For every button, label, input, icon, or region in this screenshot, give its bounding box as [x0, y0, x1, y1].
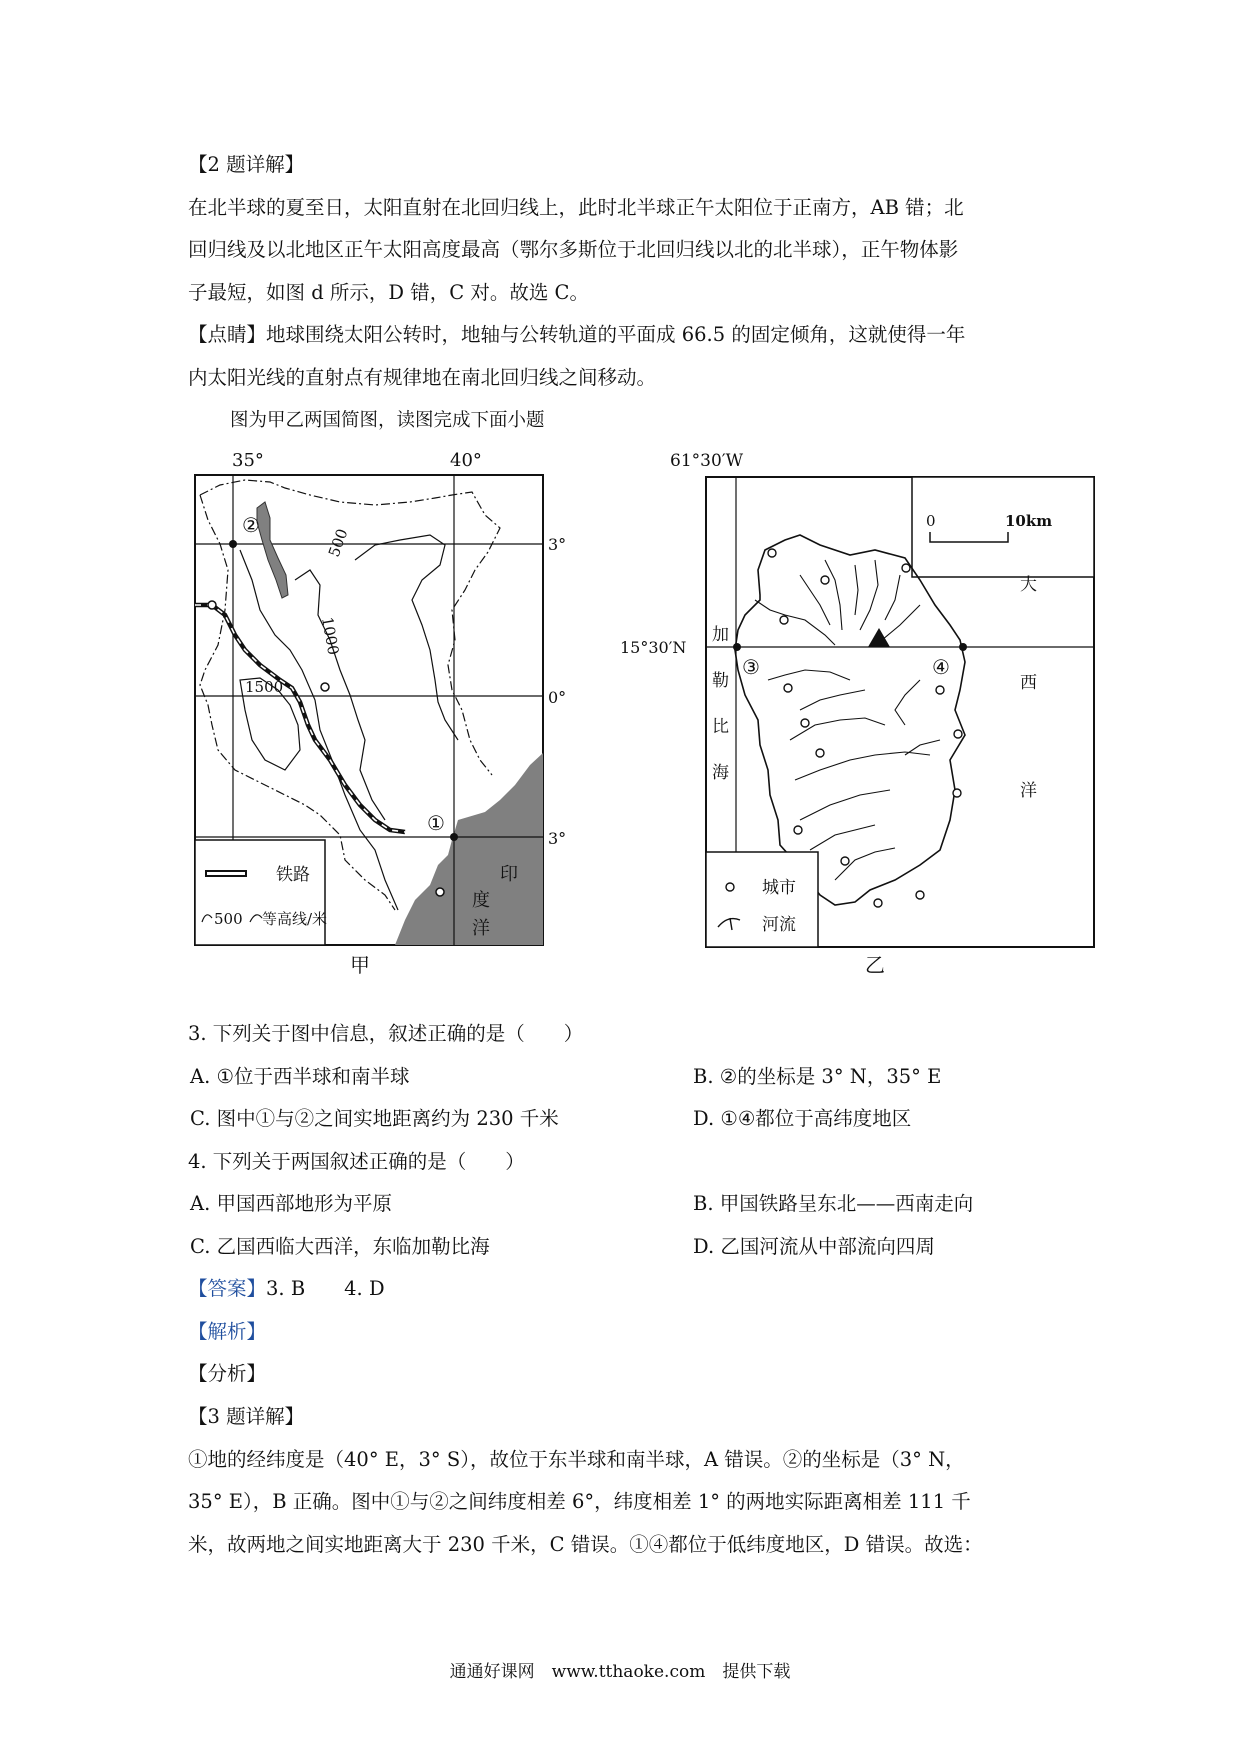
- yi-legend-river: 河流: [762, 915, 796, 935]
- yi-city: [954, 730, 962, 738]
- q3-option-c: C. 图中①与②之间实地距离约为 230 千米: [190, 1107, 559, 1130]
- yi-rivers: [768, 670, 940, 880]
- q3-option-b: B. ②的坐标是 3° N，35° E: [693, 1065, 942, 1088]
- jia-lat-label: 0°: [548, 688, 567, 707]
- yi-point-4-marker: [959, 643, 967, 651]
- jia-legend-railway: 铁路: [276, 865, 310, 885]
- jia-point-2-label: ②: [242, 513, 260, 537]
- yi-point-3-marker: [733, 643, 741, 651]
- yi-rivers: [755, 560, 920, 645]
- jia-city-marker: [436, 888, 444, 896]
- jia-lake: [257, 502, 288, 598]
- yi-west-sea: 勒: [712, 671, 729, 691]
- yi-city: [816, 749, 824, 757]
- yi-lon-label: 61°30′W: [670, 451, 744, 471]
- q3-detail-line-3: 米，故两地之间实地距离大于 230 千米，C 错误。①④都位于低纬度地区，D 错误。故选：: [188, 1533, 983, 1556]
- jia-lon-label: 40°: [450, 450, 482, 471]
- q4-option-c: C. 乙国西临大西洋，东临加勒比海: [190, 1235, 490, 1258]
- jia-lat-label: 3°: [548, 535, 567, 554]
- q3-option-d: D. ①④都位于高纬度地区: [693, 1107, 912, 1130]
- yi-city: [902, 564, 910, 572]
- yi-west-sea: 加: [712, 625, 729, 645]
- yi-city: [784, 684, 792, 692]
- fenxi-label: 【分析】: [188, 1362, 267, 1385]
- yi-scale-zero: 0: [926, 512, 936, 530]
- yi-city: [874, 899, 882, 907]
- jia-lat-label: 3°: [548, 829, 567, 848]
- yi-scale-distance: 10km: [1005, 512, 1053, 530]
- q3-detail-line-2: 35° E），B 正确。图中①与②之间纬度相差 6°，纬度相差 1° 的两地实际距离相差 111 千: [188, 1490, 971, 1513]
- map-yi: [620, 440, 1100, 980]
- q2-detail-line-2: 回归线及以北地区正午太阳高度最高（鄂尔多斯位于北回归线以北的北半球），正午物体影: [188, 238, 959, 261]
- yi-east-ocean: 大: [1020, 575, 1037, 595]
- q2-detail-line-1: 在北半球的夏至日，太阳直射在北回归线上，此时北半球正午太阳位于正南方，AB 错；北: [188, 196, 964, 219]
- yi-legend-city: 城市: [762, 878, 796, 898]
- jia-legend-contour: 等高线/米: [262, 910, 328, 928]
- yi-point-4-label: ④: [932, 655, 950, 679]
- q3-detail-heading: 【3 题详解】: [188, 1405, 305, 1428]
- q3-stem: 3. 下列关于图中信息，叙述正确的是（ ）: [188, 1022, 584, 1045]
- yi-island-outline: [735, 535, 965, 905]
- analysis-label: 【解析】: [188, 1320, 267, 1343]
- yi-city: [841, 857, 849, 865]
- jia-contour-label: 1500: [245, 678, 284, 696]
- q2-detail-heading: 【2 题详解】: [188, 153, 305, 176]
- q4-stem: 4. 下列关于两国叙述正确的是（ ）: [188, 1150, 525, 1173]
- yi-west-sea: 海: [712, 763, 729, 783]
- yi-city: [953, 789, 961, 797]
- yi-city: [768, 549, 776, 557]
- intro-text: 图为甲乙两国简图，读图完成下面小题: [230, 410, 545, 431]
- jia-ocean-fill: [395, 753, 543, 945]
- jia-point-1-marker: [450, 833, 458, 841]
- answer-label: 【答案】: [188, 1277, 267, 1300]
- jia-caption: 甲: [350, 953, 370, 977]
- jia-railway-inner: [195, 605, 405, 832]
- jia-point-1-label: ①: [427, 811, 445, 835]
- q4-option-a: A. 甲国西部地形为平原: [190, 1192, 392, 1215]
- yi-city: [916, 891, 924, 899]
- map-jia: [190, 440, 567, 980]
- q3-option-a: A. ①位于西半球和南半球: [190, 1065, 410, 1088]
- jia-ocean-label: 印: [500, 864, 518, 885]
- jia-city-marker: [208, 601, 216, 609]
- page-footer: 通通好课网 www.tthaoke.com 提供下载: [449, 1662, 791, 1682]
- yi-city: [780, 616, 788, 624]
- yi-city: [936, 686, 944, 694]
- yi-city: [794, 826, 802, 834]
- yi-city: [801, 719, 809, 727]
- answer-line: [188, 1276, 385, 1302]
- yi-lat-label: 15°30′N: [620, 638, 687, 657]
- q4-option-b: B. 甲国铁路呈东北——西南走向: [693, 1192, 974, 1215]
- jia-city-marker: [321, 683, 329, 691]
- jia-contour-label: 500: [324, 526, 352, 560]
- highlight-line-2: 内太阳光线的直射点有规律地在南北回归线之间移动。: [188, 366, 657, 389]
- yi-scale-box: [912, 477, 1094, 577]
- yi-west-sea: 比: [712, 717, 729, 737]
- jia-railway: [195, 605, 405, 832]
- q3-detail-line-1: ①地的经纬度是（40° E，3° S），故位于东半球和南半球，A 错误。②的坐标是（3° N，: [188, 1448, 965, 1471]
- q4-option-d: D. 乙国河流从中部流向四周: [693, 1235, 935, 1258]
- jia-legend-box: [195, 840, 328, 945]
- jia-contour-label: 1000: [318, 615, 343, 657]
- yi-east-ocean: 洋: [1020, 781, 1037, 801]
- jia-ocean-label: 洋: [472, 918, 490, 939]
- jia-contour: [355, 535, 458, 740]
- yi-caption: 乙: [865, 953, 885, 977]
- highlight-line-1: 【点睛】地球围绕太阳公转时，地轴与公转轨道的平面成 66.5 的固定倾角，这就使得一年: [188, 323, 966, 346]
- yi-point-3-label: ③: [742, 655, 760, 679]
- yi-east-ocean: 西: [1020, 673, 1037, 693]
- jia-point-2-marker: [229, 540, 237, 548]
- yi-mountain: [868, 628, 890, 647]
- jia-ocean-label: 度: [472, 890, 490, 911]
- answer-value: 3. B 4. D: [266, 1277, 385, 1300]
- jia-lon-label: 35°: [232, 450, 264, 471]
- yi-city: [821, 576, 829, 584]
- q2-detail-line-3: 子最短，如图 d 所示，D 错，C 对。故选 C。: [188, 281, 589, 304]
- jia-legend-contour-sample: 500: [214, 910, 243, 928]
